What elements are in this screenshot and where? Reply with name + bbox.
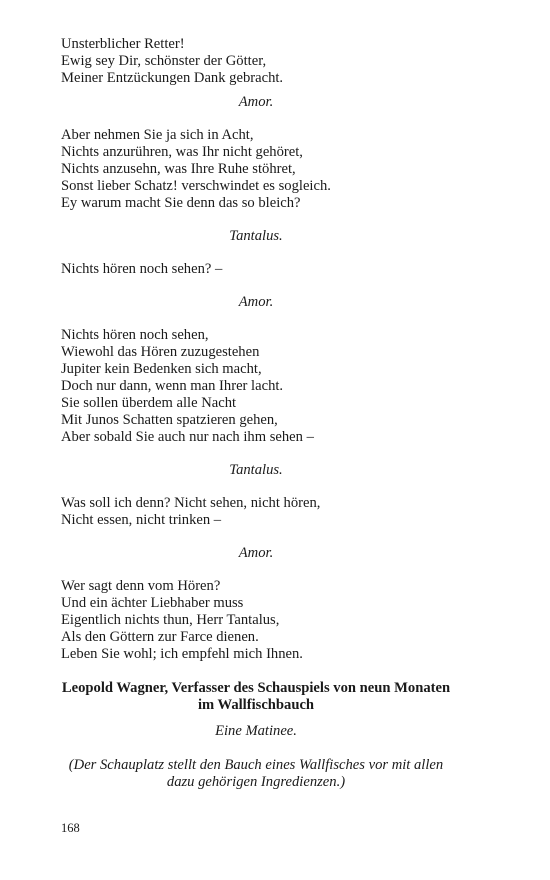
stage-direction-line: dazu gehörigen Ingredienzen.)	[166, 774, 346, 790]
verse-line: Sonst lieber Schatz! verschwindet es sogleich.	[61, 178, 331, 194]
section-heading-line: Leopold Wagner, Verfasser des Schauspiels von neun Monaten	[61, 680, 451, 696]
verse-line: Unsterblicher Retter!	[61, 36, 185, 52]
verse-line: Aber sobald Sie auch nur nach ihm sehen –	[61, 429, 314, 445]
verse-line: Ey warum macht Sie denn das so bleich?	[61, 195, 301, 211]
speaker-label: Amor.	[238, 94, 274, 110]
verse-block	[61, 327, 471, 446]
stage-direction	[61, 757, 451, 791]
verse-block	[61, 261, 471, 278]
verse-line: Jupiter kein Bedenken sich macht,	[61, 361, 262, 377]
verse-line: Als den Göttern zur Farce dienen.	[61, 629, 259, 645]
verse-line: Ewig sey Dir, schönster der Götter,	[61, 53, 267, 69]
speaker-label: Tantalus.	[229, 462, 283, 478]
verse-line: Doch nur dann, wenn man Ihrer lacht.	[61, 378, 284, 394]
verse-block	[61, 578, 471, 663]
verse-line: Nichts anzusehn, was Ihre Ruhe stöhret,	[61, 161, 296, 177]
verse-line: Und ein ächter Liebhaber muss	[61, 595, 244, 611]
verse-block	[61, 127, 471, 212]
page-body	[61, 36, 471, 791]
speaker-label: Tantalus.	[229, 228, 283, 244]
verse-line: Was soll ich denn? Nicht sehen, nicht hören,	[61, 495, 321, 511]
page-number: 168	[61, 821, 80, 835]
section-heading-line: im Wallfischbauch	[197, 697, 315, 713]
verse-line: Nichts anzurühren, was Ihr nicht gehöret,	[61, 144, 303, 160]
verse-line: Leben Sie wohl; ich empfehl mich Ihnen.	[61, 646, 303, 662]
verse-block	[61, 495, 471, 529]
verse-line: Nicht essen, nicht trinken –	[61, 512, 222, 528]
speaker-label: Amor.	[238, 294, 274, 310]
verse-line: Wer sagt denn vom Hören?	[61, 578, 221, 594]
section-subtitle: Eine Matinee.	[215, 723, 297, 739]
stage-direction-line: (Der Schauplatz stellt den Bauch eines Wallfisches vor mit allen	[68, 757, 444, 773]
verse-line: Nichts hören noch sehen,	[61, 327, 209, 343]
verse-line: Wiewohl das Hören zuzugestehen	[61, 344, 260, 360]
speaker-label: Amor.	[238, 545, 274, 561]
verse-line: Aber nehmen Sie ja sich in Acht,	[61, 127, 254, 143]
verse-line: Mit Junos Schatten spatzieren gehen,	[61, 412, 278, 428]
verse-line: Meiner Entzückungen Dank gebracht.	[61, 70, 284, 86]
verse-line: Eigentlich nichts thun, Herr Tantalus,	[61, 612, 280, 628]
verse-block	[61, 36, 471, 87]
verse-line: Nichts hören noch sehen? –	[61, 261, 223, 277]
section-heading	[61, 680, 451, 714]
verse-line: Sie sollen überdem alle Nacht	[61, 395, 237, 411]
